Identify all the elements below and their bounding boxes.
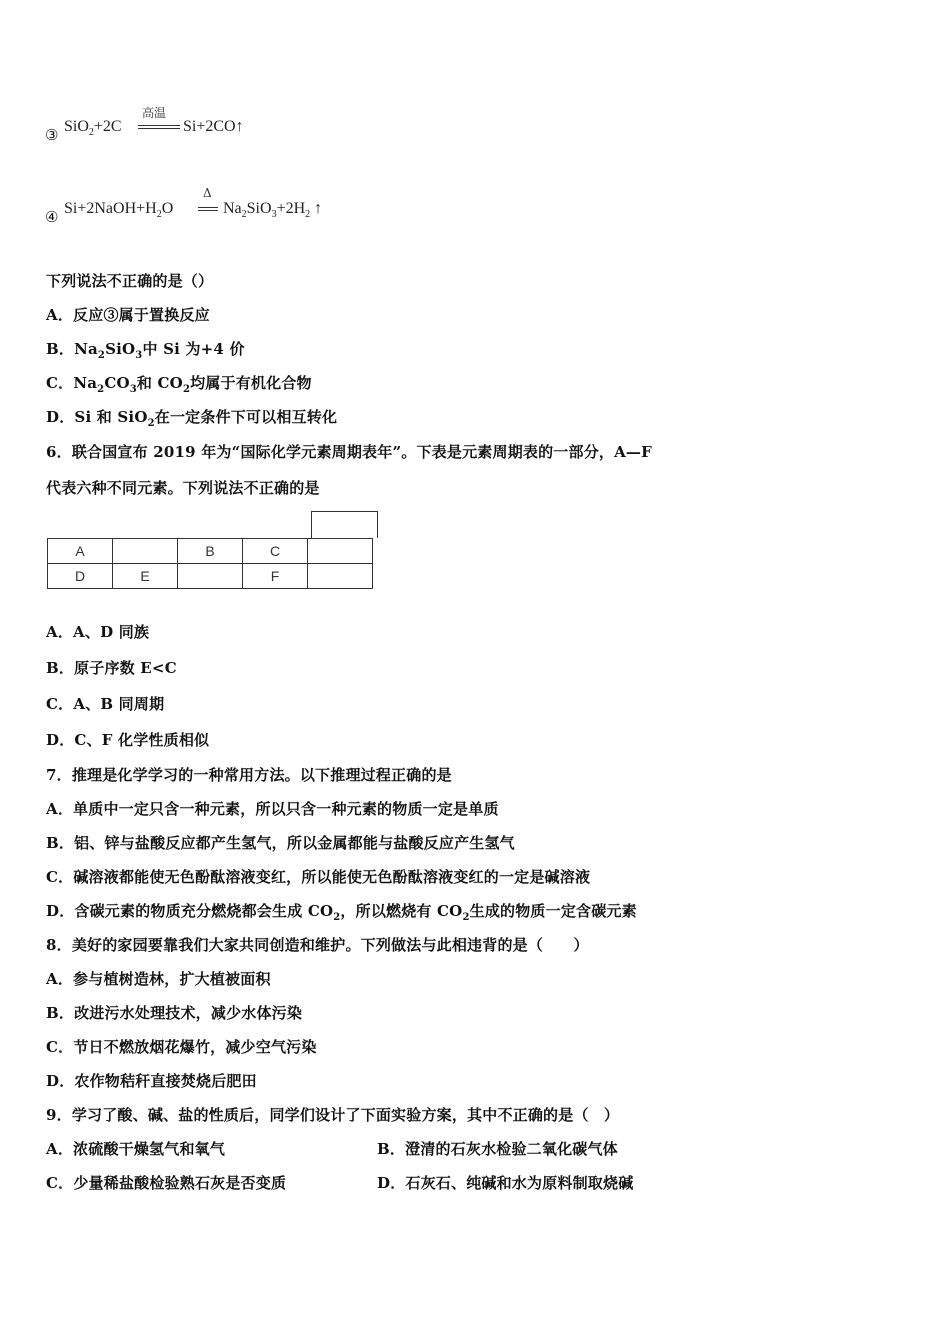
equation-number: ④ xyxy=(45,208,59,226)
q9-option-d: D．石灰石、纯碱和水为原料制取烧碱 xyxy=(377,1174,634,1192)
q5-option-a: A．反应③属于置换反应 xyxy=(46,306,210,324)
q5-option-d: D．Si 和 SiO$_2$在一定条件下可以相互转化 xyxy=(46,408,338,429)
table-cell xyxy=(113,539,178,564)
q6-option-d: D．C、F 化学性质相似 xyxy=(46,731,210,749)
table-cell: D xyxy=(48,564,113,589)
q6-option-a: A．A、D 同族 xyxy=(46,623,150,641)
equation-left: $Si+2NaOH+H_2O$ xyxy=(64,200,174,221)
table-cell: F xyxy=(243,564,308,589)
q5-option-c: C．$Na_2CO_3$和 $CO_2$均属于有机化合物 xyxy=(46,374,312,395)
q7-option-a: A．单质中一定只含一种元素，所以只含一种元素的物质一定是单质 xyxy=(46,800,499,818)
q7-option-b: B．铝、锌与盐酸反应都产生氢气，所以金属都能与盐酸反应产生氢气 xyxy=(46,834,515,852)
q8-option-b: B．改进污水处理技术，减少水体污染 xyxy=(46,1004,303,1022)
q9-prompt: 9．学习了酸、碱、盐的性质后，同学们设计了下面实验方案，其中不正确的是（ ） xyxy=(46,1106,620,1124)
table-cell xyxy=(308,564,373,589)
table-row xyxy=(48,539,373,564)
table-cell: E xyxy=(113,564,178,589)
q9-option-c: C．少量稀盐酸检验熟石灰是否变质 xyxy=(46,1174,287,1192)
table-cell xyxy=(308,539,373,564)
q6-prompt-line2: 代表六种不同元素。下列说法不正确的是 xyxy=(46,479,320,497)
q6-option-b: B．原子序数 E<C xyxy=(46,659,177,677)
equation-number: ③ xyxy=(45,126,59,144)
q7-prompt: 7．推理是化学学习的一种常用方法。以下推理过程正确的是 xyxy=(46,766,452,784)
equation-right: Si+2CO↑ xyxy=(183,118,244,135)
q7-option-c: C．碱溶液都能使无色酚酞溶液变红，所以能使无色酚酞溶液变红的一定是碱溶液 xyxy=(46,868,591,886)
equals-sign xyxy=(198,207,218,211)
q6-prompt-line1: 6．联合国宣布 2019 年为“国际化学元素周期表年”。下表是元素周期表的一部分，A—F xyxy=(46,443,652,461)
table-cell: B xyxy=(178,539,243,564)
q8-option-c: C．节日不燃放烟花爆竹，减少空气污染 xyxy=(46,1038,317,1056)
q8-option-a: A．参与植树造林，扩大植被面积 xyxy=(46,970,271,988)
q5-option-b: B．$Na_2SiO_3$中 Si 为+4 价 xyxy=(46,340,245,361)
q8-option-d: D．农作物秸秆直接焚烧后肥田 xyxy=(46,1072,257,1090)
equals-sign xyxy=(138,125,180,129)
q6-option-c: C．A、B 同周期 xyxy=(46,695,165,713)
table-cell: C xyxy=(243,539,308,564)
equation-3 xyxy=(45,104,285,144)
equation-left: SiO$_2$+2C xyxy=(64,118,122,139)
q7-option-d: D．含碳元素的物质充分燃烧都会生成 $CO_2$，所以燃烧有 $CO_2$生成的物质一定含碳元素 xyxy=(46,902,637,923)
reaction-condition: Δ xyxy=(203,186,212,200)
table-cell xyxy=(178,564,243,589)
table-cell: A xyxy=(48,539,113,564)
q9-option-a: A．浓硫酸干燥氢气和氧气 xyxy=(46,1140,226,1158)
q5-prompt: 下列说法不正确的是（） xyxy=(46,272,214,290)
q9-option-b: B．澄清的石灰水检验二氧化碳气体 xyxy=(377,1140,618,1158)
reaction-condition: 高温 xyxy=(142,106,167,120)
table-top-cell xyxy=(311,511,378,538)
equation-4 xyxy=(45,186,365,226)
table-row xyxy=(48,564,373,589)
q8-prompt: 8．美好的家园要靠我们大家共同创造和维护。下列做法与此相违背的是（ ） xyxy=(46,936,589,954)
equation-right: $Na_2SiO_3+2H_2$ ↑ xyxy=(223,200,323,221)
